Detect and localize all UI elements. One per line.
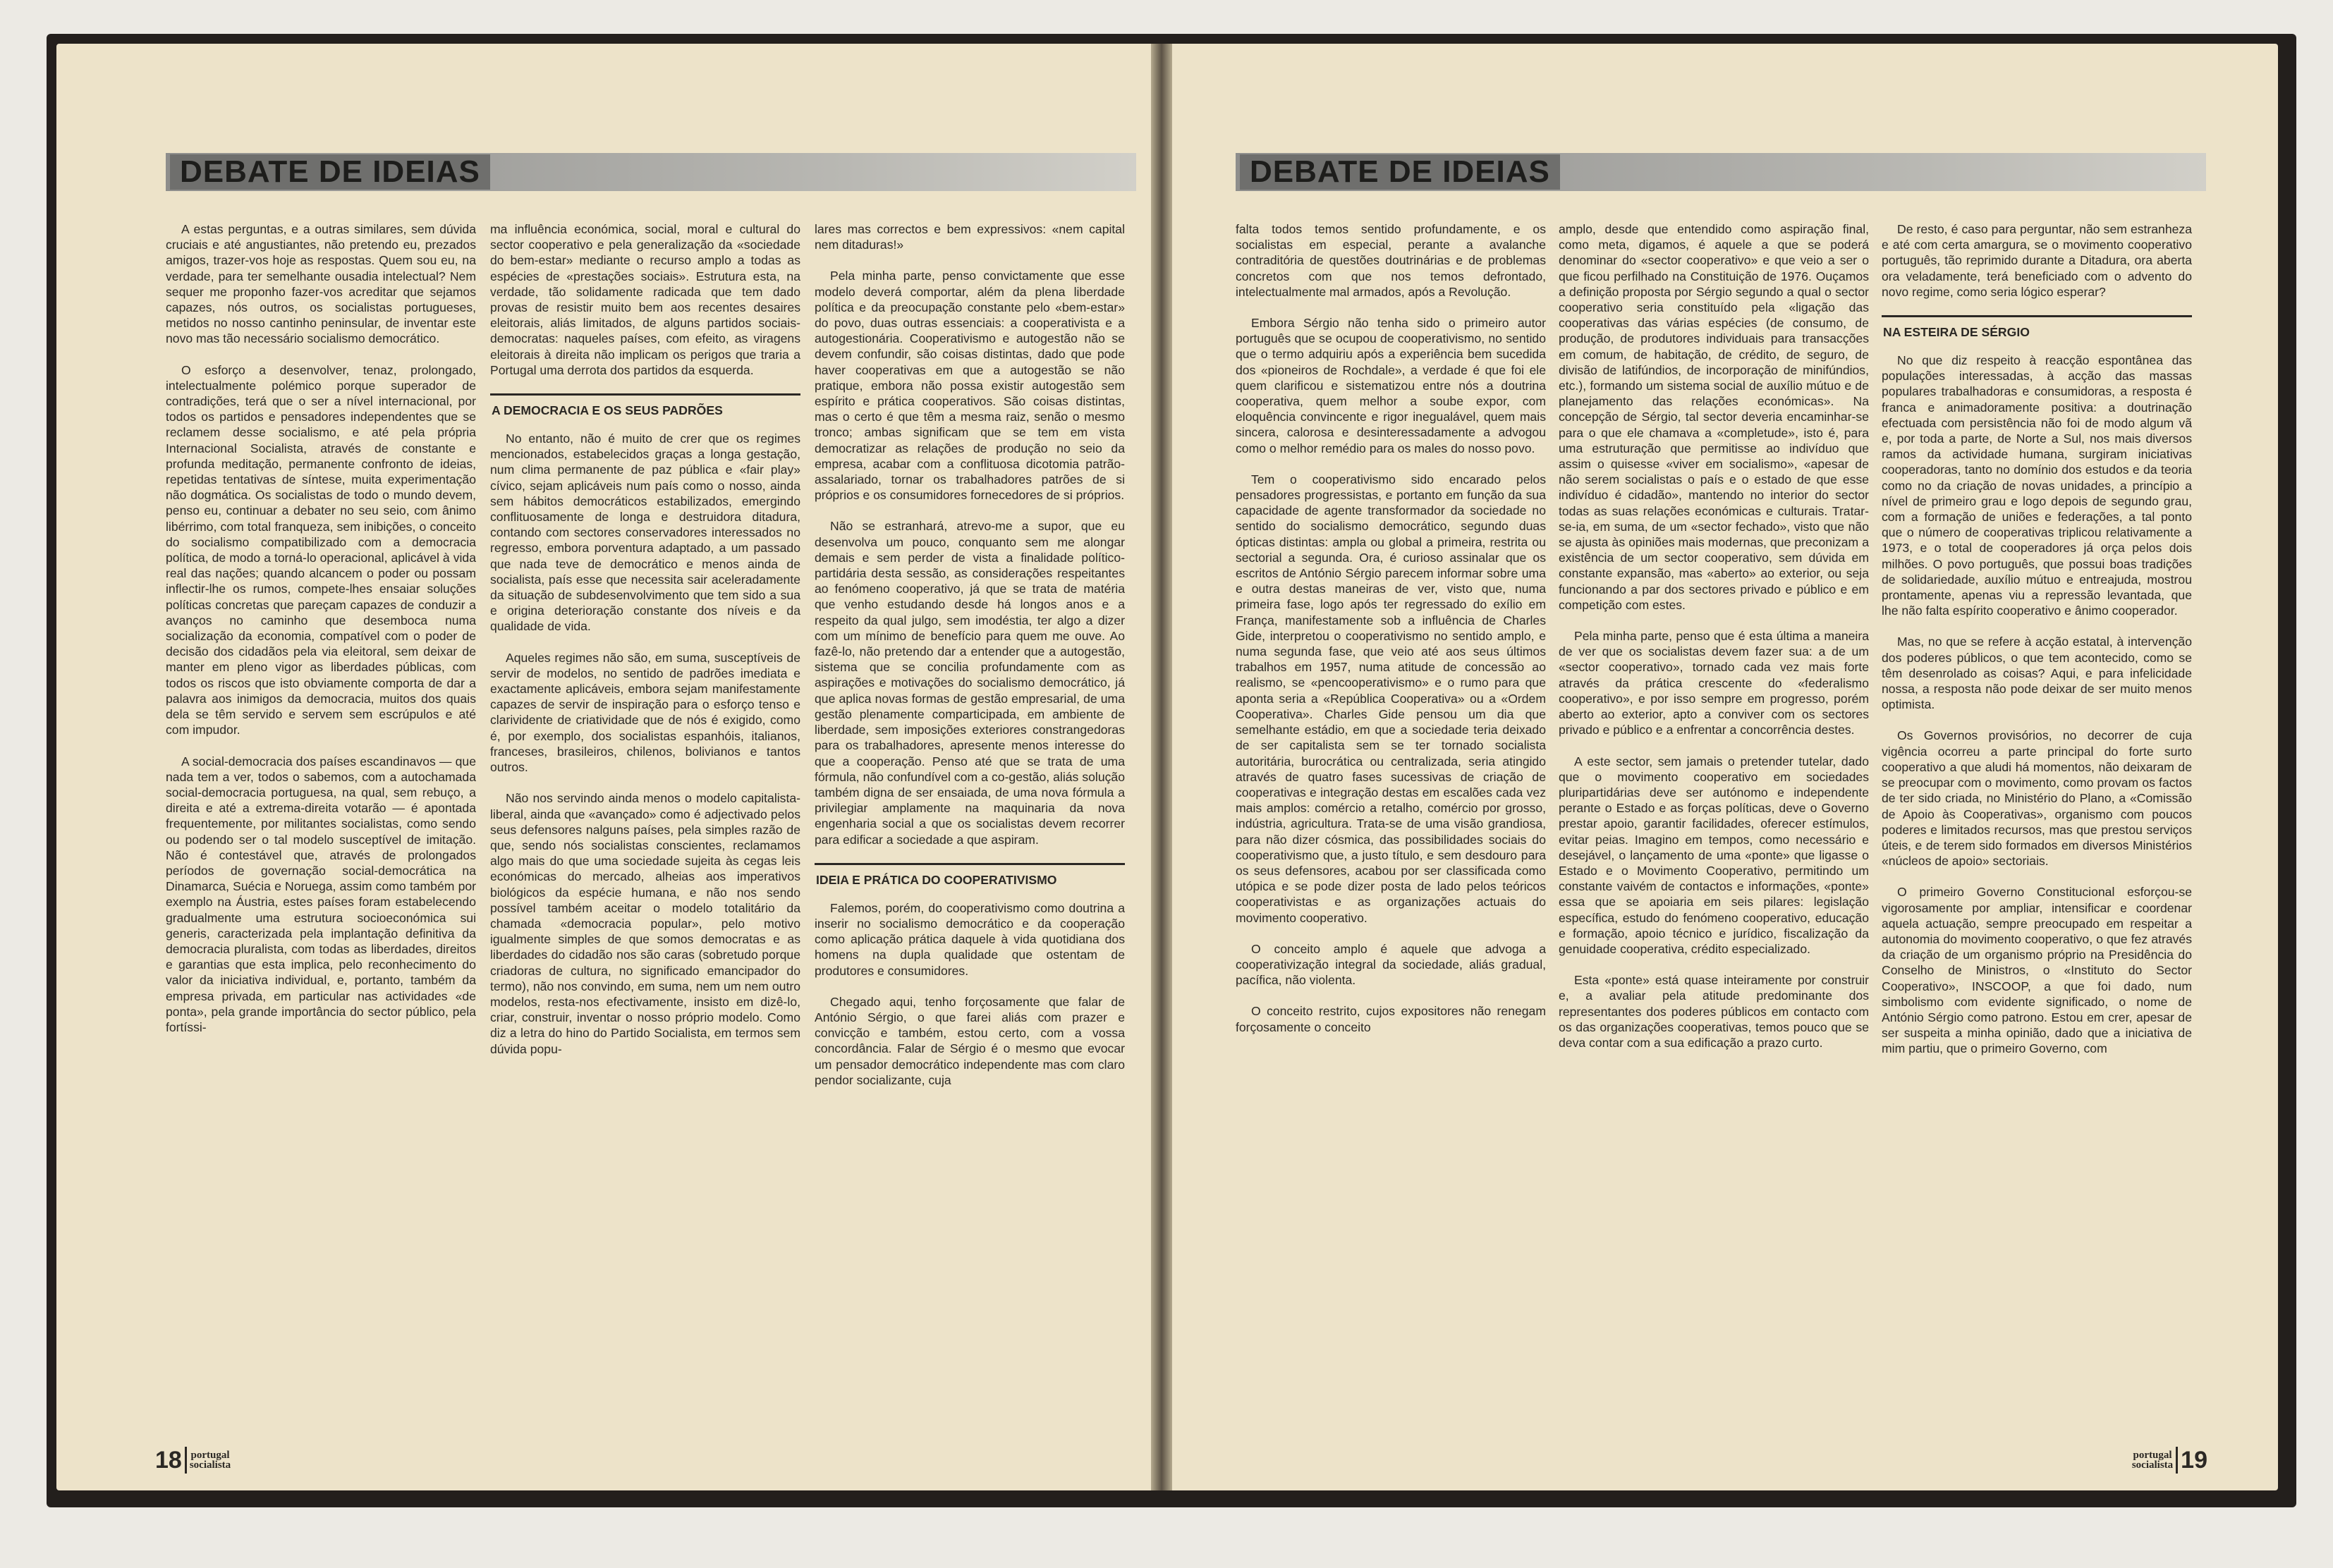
paragraph: amplo, desde que entendido como aspiração final, como meta, digamos, é aquele a que se poderá denominar do «sector cooperativo» e que veio a ser o que ficou perfilhado na Constituição de 1976. Ouçamos a definição proposta por Sérgio segundo a qual o sector cooperativo seria constituído pela «ligação das cooperativas das várias espécies (de consumo, de produção, de produtores individuais para transacções em comum, de habitação, de crédito, de seguro, de divisão de latifúndios, de incorporação de minifúndios, etc.), formando um sistema social de auxílio mútuo e de planejamento das relações económicas». Na concepção de Sérgio, tal sector deveria encaminhar-se para o que ele chamava a «completude», isto é, para uma estruturação que permitisse ao indivíduo que assim o quisesse «viver em socialismo», «apesar de não serem socialistas o país e o estado de que esse indivíduo é cidadão», mantendo no interior do sector todas as suas relações económicas e culturais. Tratar-se-ia, em suma, de um «sector fechado», visto que não se ajusta às opiniões mais modernas, que preconizam a existência de um sector cooperativo, sem dúvida em constante expansão, mas «aberto» ao exterior, ou seja funcionando a par dos sectores privado e público e em competição com estes.	[1559, 222, 1869, 612]
page-gutter	[1151, 44, 1172, 1490]
paragraph: No que diz respeito à reacção espontânea das populações interessadas, à acção das massas populares trabalhadoras e consumidoras, a resposta é franca e animadoramente positiva: a doutrinação efectuada com persistência não foi de modo algum vã e, por toda a parte, de Norte a Sul, nos mais diversos ramos da actividade humana, surgiram iniciativas cooperadoras, tanto no domínio dos estudos e da teoria como no da criação de novas unidades, a princípio a nível de primeiro grau e logo depois de segundo grau, com a formação de uniões e federações, a tal ponto que o número de cooperativas triplicou relativamente a 1973, e o total de cooperadores já orça pelos dois milhões. O povo português, que possui boas tradições de solidariedade, auxílio mútuo e entreajuda, mostrou prontamente, apenas viu a repressão levantada, que lhe não falta espírito cooperativo e ânimo cooperador.	[1882, 353, 2192, 618]
paragraph: Embora Sérgio não tenha sido o primeiro autor português que se ocupou de cooperativismo, no sentido que o termo adquiriu após a experiência bem sucedida dos «pioneiros de Rochdale», a verdade é que foi ele quem clarificou e sistematizou entre nós a doutrina cooperativa, quem melhor a soube expor, com eloquência convincente e rigor inegualável, quem mais sincera, calorosa e desinteressadamente a advogou como o melhor remédio para os males do nosso povo.	[1236, 316, 1546, 455]
left-column-2	[490, 221, 800, 1072]
paragraph: O primeiro Governo Constitucional esforçou-se vigorosamente por ampliar, intensificar e coordenar aquela actuação, sempre preocupado em respeitar a autonomia do movimento cooperativo, o que fez através da criação de um organismo próprio na Presidência do Conselho de Ministros, o «Instituto do Sector Cooperativo», INSCOOP, a que foi dado, num simbolismo com evidente significado, o nome de António Sérgio como patrono. Estou em crer, apesar de ser suspeita a minha opinião, dado que a iniciativa de mim partiu, que o primeiro Governo, com	[1882, 885, 2192, 1056]
footer-divider	[185, 1447, 187, 1474]
page-footer-left	[155, 1447, 231, 1474]
paragraph: De resto, é caso para perguntar, não sem estranheza e até com certa amargura, se o movimento cooperativo português, tão reprimido durante a Ditadura, ora aberta ora veladamente, terá beneficiado com o advento do novo regime, como seria lógico esperar?	[1882, 222, 2192, 299]
paragraph: Pela minha parte, penso que é esta última a maneira de ver que os socialistas devem fazer sua: a de um «sector cooperativo», tornado cada vez mais forte através da prática crescente do «federalismo cooperativo», e por isso sempre em progresso, porém aberto ao exterior, apto a conviver com os sectores privado e público e a enfrentar a concorrência destes.	[1559, 629, 1869, 737]
subheading: IDEIA E PRÁTICA DO COOPERATIVISMO	[815, 863, 1125, 890]
page-number: 19	[2181, 1447, 2207, 1474]
footer-divider	[2176, 1447, 2178, 1474]
paragraph: Não nos servindo ainda menos o modelo capitalista-liberal, ainda que «avançado» como é adjectivado pelos seus defensores nalguns países, pela simples razão de que, sendo nós socialistas conscientes, reclamamos algo mais do que uma sociedade sujeita às cegas leis económicas do mercado, alheias aos imperativos biológicos da espécie humana, e não nos sendo possível também aceitar o modelo totalitário da chamada «democracia popular», pelo motivo igualmente simples de que somos democratas e as liberdades do cidadão nos são caras (sobretudo porque criadoras de cultura, no significado emancipador do termo), não nos convindo, em suma, nem um nem outro modelos, resta-nos efectivamente, insisto em dizê-lo, criar, construir, inventar o nosso próprio modelo. Como diz a letra do hino do Partido Socialista, em termos sem dúvida popu-	[490, 791, 800, 1056]
paragraph: O conceito restrito, cujos expositores não renegam forçosamente o conceito	[1236, 1004, 1546, 1034]
subheading: NA ESTEIRA DE SÉRGIO	[1882, 315, 2192, 343]
right-column-3	[1882, 221, 2192, 1072]
section-title-right: DEBATE DE IDEIAS	[1240, 154, 1560, 190]
paragraph: O esforço a desenvolver, tenaz, prolongado, intelectualmente polémico porque superador de contradições, terá que o ser a nível internacional, por todos os partidos e pensadores independentes que se reclamem desse socialismo, e até pela própria Internacional Socialista, através de constante e profunda meditação, permanente confronto de ideias, repetidas tentativas de síntese, muita experimentação não dogmática. Os socialistas de todo o mundo devem, penso eu, continuar a debater no seu seio, com ânimo libérrimo, com total franqueza, sem inibições, o conceito do socialismo compatibilizado com a democracia política, de modo a torná-lo operacional, aplicável à vida real das nações; quando alcancem o poder ou possam inflectir-lhe os rumos, compete-lhes ensaiar soluções políticas concretas que pareçam capazes de conduzir a avanços no caminho que desemboca numa socialização da economia, compatível com o poder de decisão dos cidadãos pela via eleitoral, sem deixar de manter em pleno vigor as liberdades públicas, com todos os riscos que isto obviamente comporta de dar a palavra aos inimigos da democracia, muitos dos quais dela se têm servido e servem sem escrúpulos e até com impudor.	[166, 362, 476, 737]
paragraph: Chegado aqui, tenho forçosamente que falar de António Sérgio, o que farei aliás com prazer e convicção e também, estou certo, com a vossa concordância. Falar de Sérgio é o mesmo que evocar um pensador democrático independente mas com claro pendor socializante, cuja	[815, 994, 1125, 1087]
paragraph: Mas, no que se refere à acção estatal, à intervenção dos poderes públicos, o que tem acontecido, como se têm desenrolado as coisas? Aqui, e para infelicidade nossa, a resposta não pode deixar de ser muito menos optimista.	[1882, 635, 2192, 712]
paragraph: A este sector, sem jamais o pretender tutelar, dado que o movimento cooperativo em sociedades pluripartidárias deve ser autónomo e independente perante o Estado e as forças políticas, deve o Governo prestar apoio, garantir facilidades, oferecer estímulos, evitar peias. Imagino em tempos, como necessário e desejável, o lançamento de uma «ponte» que ligasse o Estado e o Movimento Cooperativo, permitindo um constante vaivém de contactos e informações, «ponte» essa que se apoiaria em seis pilares: legislação específica, estudo do fenómeno cooperativo, educação e formação, apoio técnico e jurídico, fiscalização da genuidade cooperativa, crédito especializado.	[1559, 754, 1869, 956]
paragraph: Falemos, porém, do cooperativismo como doutrina a inserir no socialismo democrático e da cooperação como aplicação prática daquele à vida quotidiana dos homens na dupla qualidade que ostentam de produtores e consumidores.	[815, 900, 1125, 978]
right-column-1	[1236, 221, 1546, 1051]
left-column-1	[166, 221, 476, 1051]
paragraph: falta todos temos sentido profundamente, e os socialistas em especial, perante a avalanche contraditória de questões doutrinárias e de problemas concretos com que nos temos defrontado, intelectualmente mal armados, após a Revolução.	[1236, 222, 1546, 299]
subheading: A DEMOCRACIA E OS SEUS PADRÕES	[490, 393, 800, 421]
right-column-2	[1559, 221, 1869, 1066]
paragraph: A social-democracia dos países escandinavos — que nada tem a ver, todos o sabemos, com a autochamada social-democracia portuguesa, na qual, sem rebuço, a direita e até a extrema-direita votarão — é apontada frequentemente, por militantes socialistas, como sendo ou podendo ser o tal modelo susceptível de imitação. Não é contestável que, através de prolongados períodos de governação social-democrática na Dinamarca, Suécia e Noruega, assim como também por exemplo na Áustria, estes países foram estabelecendo gradualmente uma estrutura socioeconómica sui generis, caracterizada pela implantação definitiva da democracia pluralista, com todas as liberdades, direitos e garantias que esta implica, pelo reconhecimento do valor da iniciativa individual, e, portanto, também da empresa privada, em particular nas actividades «de ponta», pela grande importância do sector público, pela fortíssi-	[166, 754, 476, 1034]
left-column-3	[815, 221, 1125, 1103]
paragraph: O conceito amplo é aquele que advoga a cooperativização integral da sociedade, aliás gradual, pacífica, não violenta.	[1236, 941, 1546, 988]
paragraph: Esta «ponte» está quase inteiramente por construir e, a avaliar pela atitude predominante dos representantes dos poderes públicos em contacto com os das organizações cooperativas, temos pouco que se deva contar com a sua edificação a prazo curto.	[1559, 973, 1869, 1050]
page-footer-right	[2132, 1447, 2207, 1474]
page-number: 18	[155, 1447, 182, 1474]
magazine-logo: portugal socialista	[2131, 1450, 2174, 1471]
section-banner-right	[1236, 153, 2206, 191]
section-banner-left	[166, 153, 1136, 191]
paragraph: ma influência económica, social, moral e cultural do sector cooperativo e pela generalização da «sociedade do bem-estar» mediante o recurso amplo a todas as espécies de «prestações sociais». Estrutura esta, na verdade, tão solidamente radicada que tem dado provas de resistir muito bem aos recentes desaires eleitorais, aliás limitados, de alguns partidos sociais-democratas: naqueles países, com efeito, as viragens eleitorais à direita não implicam os perigos que traria a Portugal uma derrota dos partidos da esquerda.	[490, 222, 800, 377]
magazine-logo: portugal socialista	[189, 1450, 231, 1471]
paragraph: A estas perguntas, e a outras similares, sem dúvida cruciais e até angustiantes, não pretendo eu, prezados amigos, trazer-vos hoje as respostas. Quem sou eu, na verdade, para ter semelhante ousadia intelectual? Nem sequer me proponho fazer-vos acreditar que sejamos capazes, nós outros, os socialistas portugueses, metidos no nosso cantinho peninsular, de inventar este novo mas tão necessário socialismo democrático.	[166, 222, 476, 346]
paragraph: Pela minha parte, penso convictamente que esse modelo deverá comportar, além da plena liberdade política e da preocupação constante pelo «bem-estar» do povo, duas outras essenciais: a cooperativista e a autogestionária. Cooperativismo e autogestão não se devem confundir, são coisas distintas, dado que pode haver cooperativas em que a autogestão se não pratique, embora não possa existir autogestão sem espírito e prática cooperativos. São coisas distintas, mas o certo é que têm a mesma raiz, senão o mesmo tronco; ambas significam que se tem em vista democratizar as relações de produção no seio da empresa, acabar com a conflituosa dicotomia patrão-assalariado, tornar os trabalhadores patrões de si próprios e os consumidores fornecedores de si próprios.	[815, 269, 1125, 503]
paragraph: Tem o cooperativismo sido encarado pelos pensadores progressistas, e portanto em função da sua capacidade de agente transformador da sociedade no sentido do socialismo democrático, segundo duas ópticas distintas: ampla ou global a primeira, restrita ou sectorial a segunda. Ora, é curioso assinalar que os escritos de António Sérgio parecem informar sobre uma e outra destas maneiras de ver, visto que, numa primeira fase, logo após ter regressado do exílio em França, manifestamente sob a influência de Charles Gide, interpretou o cooperativismo no sentido amplo, e numa segunda fase, que veio até aos seus últimos trabalhos em 1957, numa atitude de concessão ao realismo, se «pencooperativismo» e o rumo para que aponta seria a «República Cooperativa» ou a «Ordem Cooperativa». Charles Gide pensou um dia que semelhante estádio, em que a sociedade teria deixado de ser capitalista sem se ter tornado socialista autoritária, burocrática ou centralizada, seria atingido através de quatro fases sucessivas de criação de cooperativas e integração destas em escalões cada vez mais amplos: comércio a retalho, comércio por grosso, indústria, agricultura. Trata-se de uma visão grandiosa, para não dizer cósmica, das possibilidades sociais do cooperativismo que, a justo título, e sem desdouro para os seus defensores, acabou por ser classificada como utópica e se pode dizer posta de lado pelos teóricos cooperativistas e as organizações actuais do movimento cooperativo.	[1236, 472, 1546, 925]
paragraph: Aqueles regimes não são, em suma, susceptíveis de servir de modelos, no sentido de padrões imediata e exactamente aplicáveis, embora sejam manifestamente capazes de servir de inspiração para o esforço tenso e clarividente de criatividade que de nós é exigido, como é, por exemplo, dos socialistas espanhóis, italianos, franceses, brasileiros, chilenos, bolivianos e tantos outros.	[490, 650, 800, 775]
paragraph: No entanto, não é muito de crer que os regimes mencionados, estabelecidos graças a longa gestação, num clima permanente de paz pública e «fair play» cívico, sejam aplicáveis num país como o nosso, ainda sem hábitos democráticos estabilizados, emergindo conflituosamente de longa e destruidora ditadura, contando com sectores conservadores interessados no regresso, embora porventura adaptado, a um passado que nada teve de democrático e menos ainda de socialista, país esse que necessita sair aceleradamente da situação de subdesenvolvimento que tem sido a sua e origina deterioração constante dos níveis e da qualidade de vida.	[490, 431, 800, 634]
left-page	[56, 44, 1151, 1490]
section-title-left: DEBATE DE IDEIAS	[170, 154, 490, 190]
paragraph: Os Governos provisórios, no decorrer de cuja vigência ocorreu a parte principal do forte surto cooperativo a que aludi há momentos, não deixaram de se preocupar com o movimento, como provam os factos de ter sido criada, no Ministério do Plano, a «Comissão de Apoio às Cooperativas», organismo com poucos poderes e limitados recursos, mas que prestou serviços úteis, e de terem sido formados em diversos Ministérios «núcleos de apoio» sectoriais.	[1882, 728, 2192, 869]
paragraph: Não se estranhará, atrevo-me a supor, que eu desenvolva um pouco, conquanto sem me alongar demais e sem perder de vista a finalidade político-partidária desta sessão, as considerações respeitantes ao fenómeno cooperativo, já que se trata de matéria que venho estudando desde há longos anos e a respeito da qual julgo, sem imodéstia, ter algo a dizer com um mínimo de benefício para quem me ouve. Ao fazê-lo, não pretendo dar a entender que a autogestão, sistema que se concilia profundamente com as aspirações e motivações do socialismo democrático, já que aplica novas formas de gestão empresarial, de uma gestão plenamente comparticipada, em ambiente de liberdade, sem imposições exteriores constrangedoras para os trabalhadores, apresente menos interesse do que a cooperação. Penso até que se trata de uma fórmula, não confundível com a co-gestão, aliás solução também digna de ser ensaiada, de uma nova fórmula a privilegiar amplamente na maquinaria da nova engenharia social a que os socialistas devem recorrer para edificar a sociedade a que aspiram.	[815, 519, 1125, 847]
right-page	[1172, 44, 2278, 1490]
paragraph: lares mas correctos e bem expressivos: «nem capital nem ditaduras!»	[815, 222, 1125, 252]
